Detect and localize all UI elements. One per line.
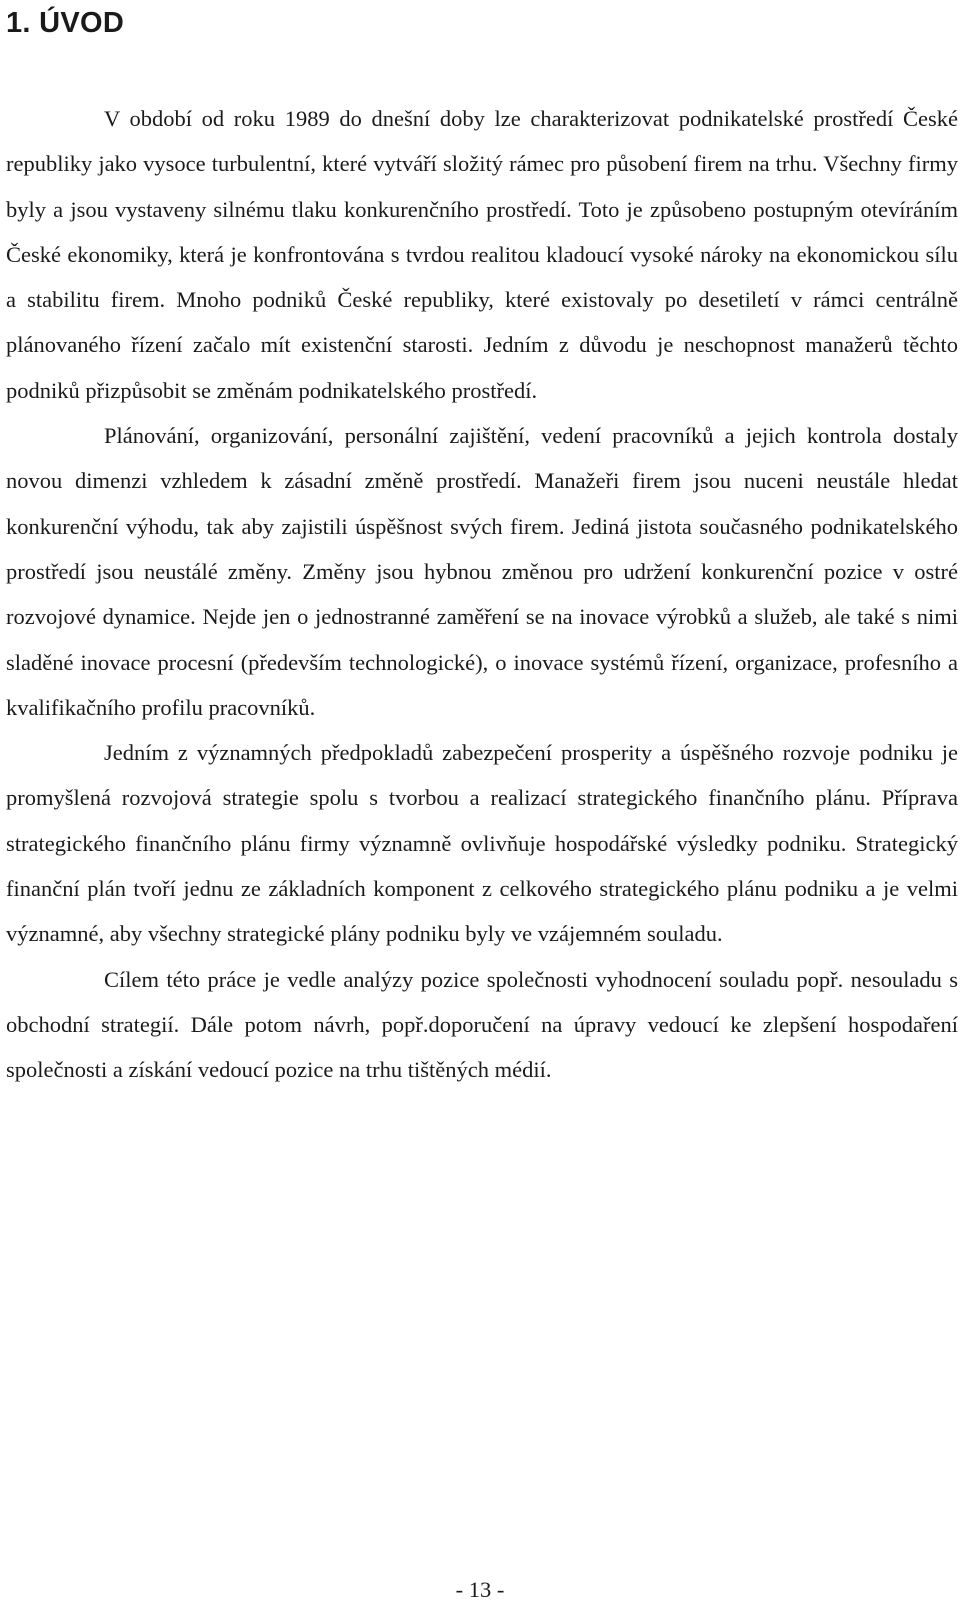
paragraph: Jedním z významných předpokladů zabezpečení prosperity a úspěšného rozvoje podniku je promyšlená rozvojová strategie spolu s tvorbou a realizací strategického finančního plánu. Příprava strategického finančního plánu firmy významně ovlivňuje hospodářské výsledky podniku. Strategický finanční plán tvoří jednu ze základních komponent z celkového strategického plánu podniku a je velmi významné, aby všechny strategické plány podniku byly ve vzájemném souladu. <box>6 740 958 947</box>
chapter-heading: 1. ÚVOD <box>6 7 125 39</box>
page-number: - 13 - <box>455 1577 505 1602</box>
paragraph: V období od roku 1989 do dnešní doby lze charakterizovat podnikatelské prostředí České republiky jako vysoce turbulentní, které vytváří složitý rámec pro působení firem na trhu. Všechny firmy byly a jsou vystaveny silnému tlaku konkurenčního prostředí. Toto je způsobeno postupným otevíráním České ekonomiky, která je konfrontována s tvrdou realitou kladoucí vysoké nároky na ekonomickou sílu a stabilitu firem. Mnoho podniků České republiky, které existovaly po desetiletí v rámci centrálně plánovaného řízení začalo mít existenční starosti. Jedním z důvodu je neschopnost manažerů těchto podniků přizpůsobit se změnám podnikatelského prostředí. <box>6 106 958 403</box>
body-text <box>6 96 958 1093</box>
paragraph: Cílem této práce je vedle analýzy pozice společnosti vyhodnocení souladu popř. nesouladu s obchodní strategií. Dále potom návrh, popř.doporučení na úpravy vedoucí ke zlepšení hospodaření společnosti a získání vedoucí pozice na trhu tištěných médií. <box>6 966 958 1083</box>
paragraph: Plánování, organizování, personální zajištění, vedení pracovníků a jejich kontrola dostaly novou dimenzi vzhledem k zásadní změně prostředí. Manažeři firem jsou nuceni neustále hledat konkurenční výhodu, tak aby zajistili úspěšnost svých firem. Jediná jistota současného podnikatelského prostředí jsou neustálé změny. Změny jsou hybnou změnou pro udržení konkurenční pozice v ostré rozvojové dynamice. Nejde jen o jednostranné zaměření se na inovace výrobků a služeb, ale také s nimi sladěné inovace procesní (především technologické), o inovace systémů řízení, organizace, profesního a kvalifikačního profilu pracovníků. <box>6 423 958 720</box>
